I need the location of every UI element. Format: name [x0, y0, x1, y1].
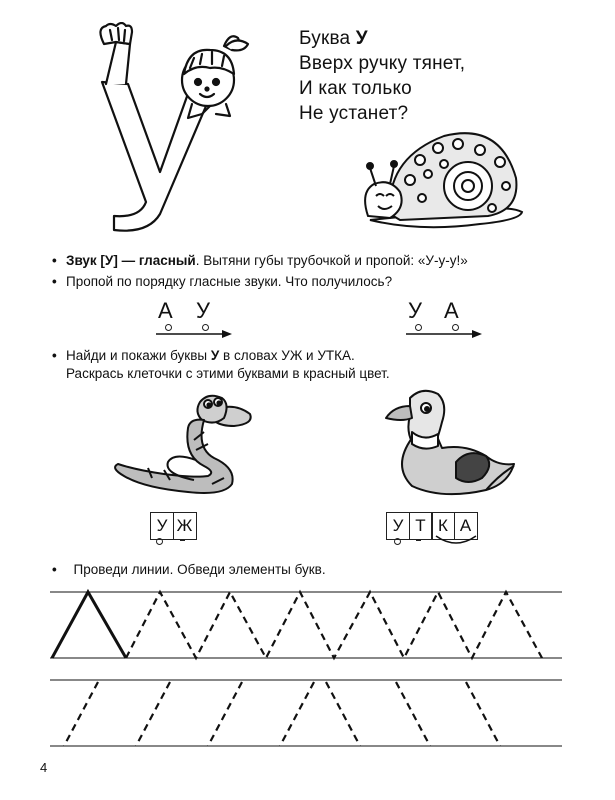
bullet-find-line2: Раскрась клеточки с этими буквами в красный цвет. — [66, 366, 390, 381]
letter-cell[interactable]: Ж — [173, 512, 197, 540]
bullet-sing: • Пропой по порядку гласные звуки. Что получилось? — [52, 274, 393, 289]
letter-cell[interactable]: Т — [409, 512, 433, 540]
vowel-circle-mark — [156, 538, 163, 545]
poem-line-2: Вверх ручку тянет, — [299, 53, 466, 74]
bullet-find: • Найди и покажи буквы У в словах УЖ и УТКА. — [52, 348, 355, 363]
consonant-dash-mark — [180, 540, 185, 541]
word-cells-snake — [150, 512, 197, 540]
sequence-letter: А — [444, 298, 459, 323]
vowel-circle-mark — [394, 538, 401, 545]
sound-rest: . Вытяни губы трубочкой и пропой: «У-у-у!» — [195, 253, 468, 268]
consonant-dash-mark — [416, 540, 421, 541]
poem — [299, 26, 465, 126]
arrow-right-icon — [406, 330, 484, 338]
arrow-right-icon — [156, 330, 234, 338]
syllable-arc-mark — [434, 534, 478, 546]
letter-u-girl-illustration — [60, 22, 270, 240]
duck-illustration — [382, 386, 518, 500]
bullet-lines: • Проведи линии. Обведи элементы букв. — [52, 562, 326, 577]
vowel-sequence-left — [156, 298, 236, 338]
letter-cell[interactable]: У — [386, 512, 410, 540]
poem-line-3: И как только — [299, 78, 412, 99]
tracing-lines-zigzag — [36, 586, 576, 756]
letter-cell[interactable]: А — [454, 512, 478, 540]
sequence-letter: У — [196, 298, 210, 323]
sequence-letter: У — [408, 298, 422, 323]
snake-illustration — [104, 388, 260, 500]
letter-cell[interactable]: К — [431, 512, 455, 540]
sequence-letter: А — [158, 298, 173, 323]
sound-bold: Звук [У] — гласный — [66, 253, 196, 268]
poem-line-4: Не устанет? — [299, 103, 409, 124]
snail-illustration — [360, 128, 528, 236]
letter-cell[interactable]: У — [150, 512, 174, 540]
vowel-sequence-right — [406, 298, 486, 338]
poem-line-1: Буква У — [299, 28, 368, 49]
bullet-sound: • Звук [У] — гласный. Вытяни губы трубочкой и пропой: «У-у-у!» — [52, 253, 468, 268]
page-number: 4 — [40, 760, 48, 775]
